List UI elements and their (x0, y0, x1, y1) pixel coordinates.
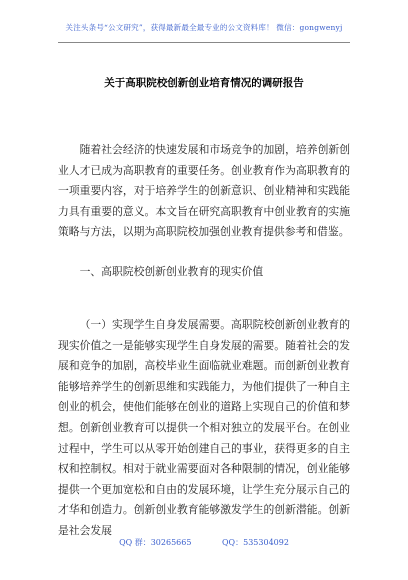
footer-qq-group: QQ 群：30265665 (119, 538, 192, 547)
document-title: 关于高职院校创新创业培育情况的调研报告 (104, 77, 304, 89)
footer-contact (0, 537, 408, 548)
header-note: 关注头条号“公文研究”，获得最新最全最专业的公文资料库！ 微信：gongwenyj (65, 23, 343, 32)
paragraph-body: （一）实现学生自身发展需要。高职院校创新创业教育的现实价值之一是能够实现学生自身发展的需要。随着社会的发展和竞争的加剧，高校毕业生面临就业难题。而创新创业教育能够培养学生的创新思维和实践能力，为他们提供了一种自主创业的机会，使他们能够在创业的道路上实现自己的价值和梦想。创新创业教育可以提供一个相对独立的发展平台。在创业过程中，学生可以从零开始创建自己的事业，获得更多的自主权和控制权。相对于就业需要面对各种限制的情况，创业能够提供一个更加宽松和自由的发展环境，让学生充分展示自己的才华和创造力。创新创业教育能够激发学生的创新潜能。创新是社会发展 (58, 318, 350, 537)
header-divider (58, 42, 350, 43)
footer-qq-number: QQ：535304092 (222, 538, 289, 547)
paragraph-intro: 随着社会经济的快速发展和市场竞争的加剧，培养创新创业人才已成为高职教育的重要任务。创业教育作为高职教育的一项重要内容，对于培养学生的创新意识、创业精神和实践能力具有重要的意义。本文旨在研究高职教育中创业教育的实施策略与方法，以期为高职院校加强创业教育提供参考和借鉴。 (58, 143, 350, 239)
section-heading: 一、高职院校创新创业教育的现实价值 (79, 265, 264, 278)
